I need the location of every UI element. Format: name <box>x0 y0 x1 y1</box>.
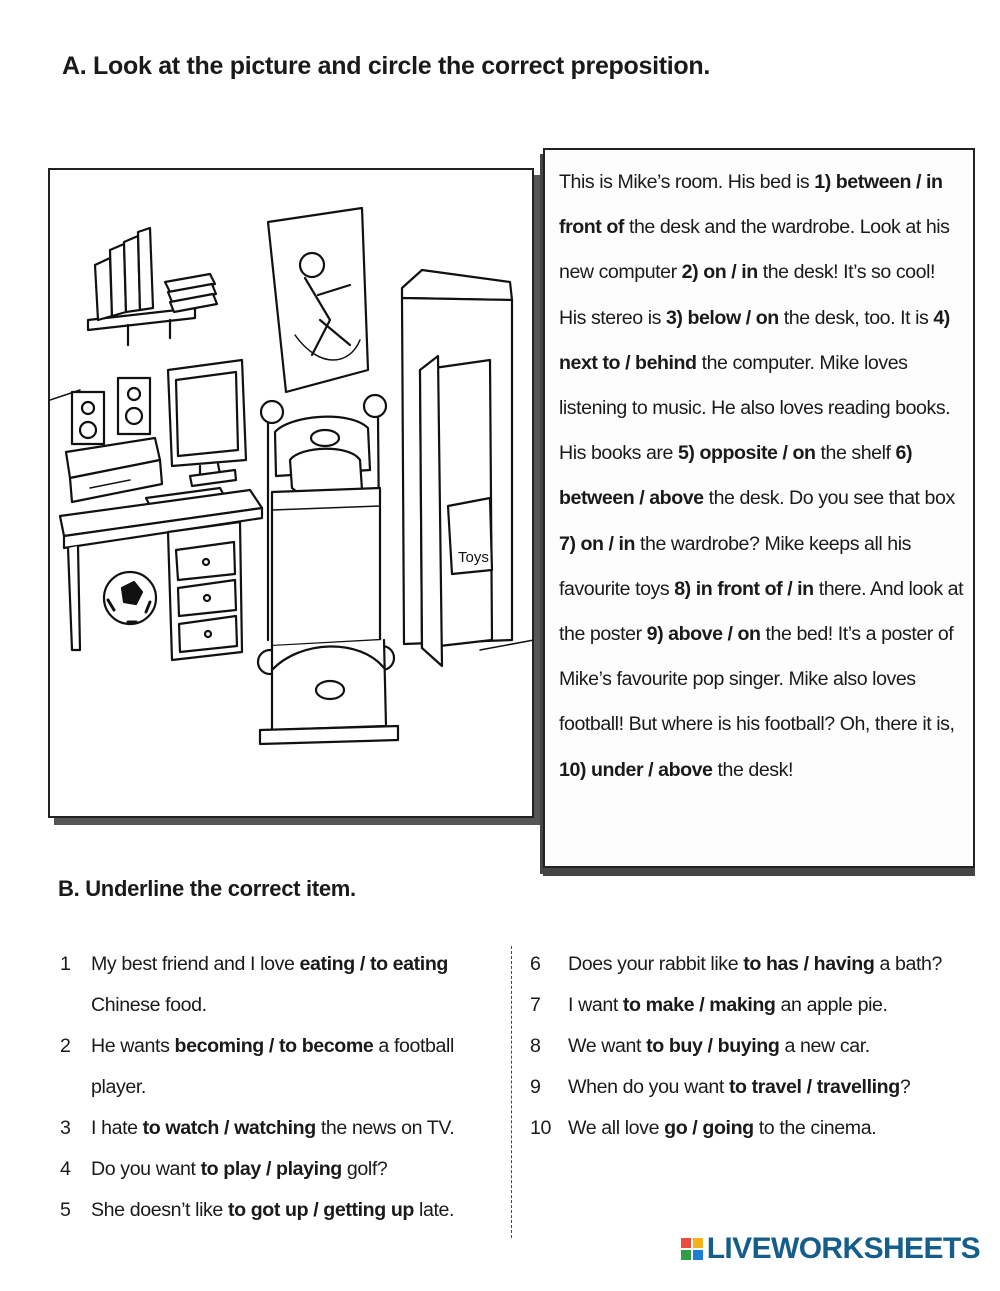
sentence-text: a new car. <box>779 1035 870 1057</box>
answer-options[interactable]: to make / making <box>622 994 776 1016</box>
sentence-text: Does your rabbit like <box>568 953 744 975</box>
item-number: 10 <box>530 1117 551 1139</box>
answer-options[interactable]: to travel / travelling <box>728 1076 900 1098</box>
sentence-text: the desk! <box>712 758 793 781</box>
bed-icon <box>258 395 398 744</box>
exercise-item <box>530 985 960 1026</box>
books-icon <box>95 228 217 320</box>
exercise-item <box>60 1190 505 1231</box>
answer-options[interactable]: 9) above / on <box>646 623 761 646</box>
sentence-text: the shelf <box>815 442 896 465</box>
answer-options[interactable]: 5) opposite / on <box>677 442 816 465</box>
exercise-item <box>530 944 960 985</box>
wardrobe-icon <box>402 270 512 666</box>
left-column <box>60 944 505 1231</box>
desk-icon <box>60 490 262 660</box>
item-number: 5 <box>60 1199 71 1221</box>
speakers-icon <box>72 378 150 444</box>
item-number: 7 <box>530 994 541 1016</box>
sentence-text: to the cinema. <box>753 1117 877 1139</box>
sentence-text: the news on TV. <box>315 1117 455 1139</box>
exercise-item <box>530 1067 960 1108</box>
answer-options[interactable]: eating / to eating <box>299 953 448 975</box>
logo-blocks-icon <box>681 1238 703 1260</box>
room-illustration <box>48 168 534 818</box>
answer-options[interactable]: to buy / buying <box>646 1035 780 1057</box>
sentence-text: there. And look at the poster <box>559 577 964 646</box>
item-number: 4 <box>60 1158 71 1180</box>
sentence-text: late. <box>413 1199 455 1221</box>
sentence-text: golf? <box>341 1158 388 1180</box>
answer-options[interactable]: go / going <box>664 1117 754 1139</box>
sentence-text: the computer. Mike loves listening to music. He also loves reading books. His books are <box>559 351 951 465</box>
sentence-text: This is Mike’s room. His bed is <box>559 171 815 193</box>
sentence-text: I want <box>568 994 623 1016</box>
answer-options[interactable]: becoming / to become <box>174 1035 374 1057</box>
answer-options[interactable]: 10) under / above <box>559 758 713 781</box>
sentence-text: ? <box>899 1076 911 1098</box>
answer-options[interactable]: 1) between / in front of <box>559 171 943 239</box>
liveworksheets-logo <box>681 1231 980 1267</box>
sentence-text: We all love <box>568 1117 665 1139</box>
item-number: 9 <box>530 1076 541 1098</box>
item-number: 8 <box>530 1035 541 1057</box>
answer-options[interactable]: 3) below / on <box>665 306 779 329</box>
answer-options[interactable]: 2) on / in <box>681 261 758 284</box>
logo-text: LIVEWORKSHEETS <box>706 1232 980 1265</box>
exercise-item <box>530 1108 960 1149</box>
answer-options[interactable]: 8) in front of / in <box>674 577 814 600</box>
item-number: 3 <box>60 1117 71 1139</box>
sentence-text: I hate <box>91 1117 143 1139</box>
exercise-item <box>60 1026 505 1108</box>
item-number: 6 <box>530 953 541 975</box>
sentence-text: Do you want <box>91 1158 201 1180</box>
sentence-text: the wardrobe? Mike keeps all his favourite toys <box>559 532 911 600</box>
sentence-text: Chinese food. <box>91 994 207 1016</box>
exercise-b-list <box>60 944 960 1244</box>
item-number: 1 <box>60 953 71 975</box>
sentence-text: a football player. <box>91 1035 454 1098</box>
story-text <box>543 148 975 868</box>
right-column <box>530 944 960 1149</box>
sentence-text: the desk. Do you see that box <box>703 487 955 510</box>
football-icon <box>104 572 156 624</box>
exercise-item <box>60 1108 505 1149</box>
sentence-text: the desk, too. It is <box>778 306 934 329</box>
answer-options[interactable]: 4) next to / behind <box>559 306 950 374</box>
sentence-text: an apple pie. <box>775 994 888 1016</box>
sentence-text: He wants <box>91 1035 175 1057</box>
sentence-text: We want <box>568 1035 647 1057</box>
answer-options[interactable]: to has / having <box>743 953 875 975</box>
sentence-text: When do you want <box>568 1076 729 1098</box>
sentence-text: the desk! It’s so cool! His stereo is <box>559 261 935 329</box>
exercise-item <box>530 1026 960 1067</box>
answer-options[interactable]: 6) between / above <box>559 442 913 510</box>
exercise-item <box>60 1149 505 1190</box>
section-b-heading: B. Underline the correct item. <box>58 876 356 901</box>
item-number: 2 <box>60 1035 71 1057</box>
sentence-text: My best friend and I love <box>91 953 300 975</box>
sentence-text: a bath? <box>874 953 943 975</box>
exercise-item <box>60 944 505 1026</box>
sentence-text: the desk and the wardrobe. Look at his new computer <box>559 216 950 284</box>
answer-options[interactable]: 7) on / in <box>559 532 636 555</box>
sentence-text: the bed! It’s a poster of Mike’s favourite pop singer. Mike also loves football! But where is his football? Oh, there it is, <box>559 623 955 736</box>
stereo-icon <box>66 438 162 502</box>
sentence-text: She doesn’t like <box>91 1199 228 1221</box>
toys-box-label: Toys <box>458 549 489 566</box>
poster-icon <box>268 208 368 392</box>
answer-options[interactable]: to got up / getting up <box>227 1199 414 1221</box>
answer-options[interactable]: to play / playing <box>200 1158 342 1180</box>
answer-options[interactable]: to watch / watching <box>142 1117 316 1139</box>
section-a-heading: A. Look at the picture and circle the correct preposition. <box>62 52 711 80</box>
column-divider <box>511 946 512 1238</box>
